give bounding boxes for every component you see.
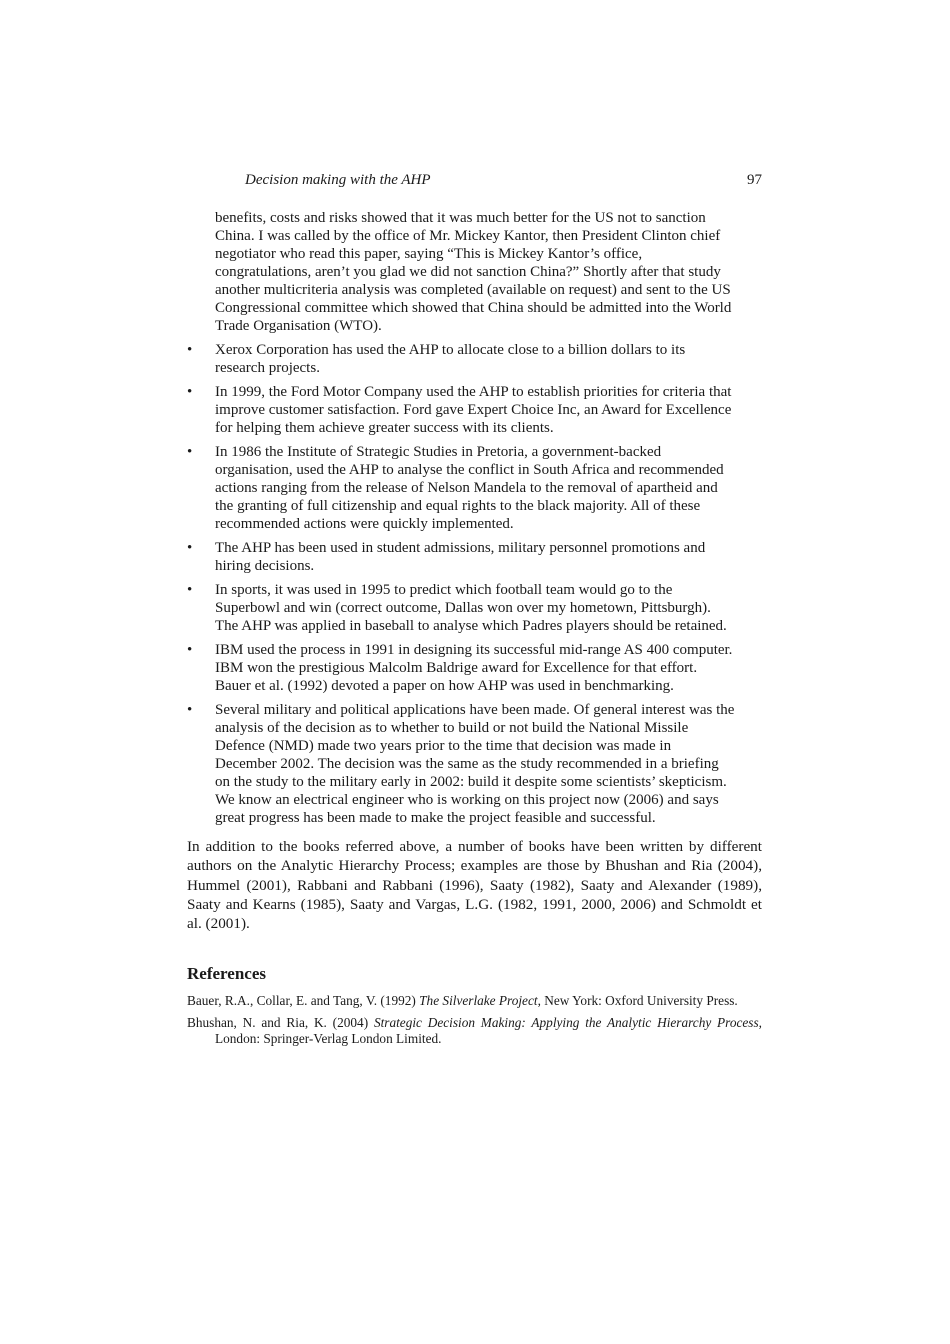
list-item-text: In 1999, the Ford Motor Company used the AHP to establish priorities for criteria that improve customer satisfaction. Ford gave Expert Choice Inc, an Award for Excellence for helping them achieve greater success with its clients. (215, 384, 732, 436)
bullet-marker: • (187, 642, 193, 658)
list-item-text: In 1986 the Institute of Strategic Studies in Pretoria, a government-backed organisation, used the AHP to analyse the conflict in South Africa and recommended actions ranging from the release of Nelson Mandela to the removal of apartheid and the granting of full citizenship and equal rights to the black majority. All of these recommended actions were quickly implemented. (215, 444, 724, 532)
list-item-text: In sports, it was used in 1995 to predict which football team would go to the Superbowl and win (correct outcome, Dallas won over my hometown, Pittsburgh). The AHP was applied in baseball to analyse which Padres players should be retained. (215, 582, 727, 634)
reference-authors: Bauer, R.A., Collar, E. and Tang, V. (1992) (187, 993, 420, 1009)
list-item (187, 443, 735, 533)
bullet-marker: • (187, 582, 193, 598)
reference-entry (187, 993, 762, 1010)
reference-publisher: , London: Springer-Verlag London Limited. (215, 1014, 762, 1047)
list-item-text: The AHP has been used in student admissions, military personnel promotions and hiring decisions. (215, 540, 706, 574)
list-item (187, 641, 735, 695)
list-item-text: IBM used the process in 1991 in designing its successful mid-range AS 400 computer. IBM won the prestigious Malcolm Baldrige award for Excellence for that effort. Bauer et al. (1992) devoted a paper on how AHP was used in benchmarking. (215, 642, 733, 694)
continuation-paragraph: benefits, costs and risks showed that it was much better for the US not to sanction China. I was called by the office of Mr. Mickey Kantor, then President Clinton chief negotiator who read this paper, saying “This is Mickey Kantor’s office, congratulations, aren’t you glad we did not sanction China?” Shortly after that study another multicriteria analysis was completed (available on request) and sent to the US Congressional committee which showed that China should be admitted into the World Trade Organisation (WTO). (215, 210, 732, 334)
closing-paragraph: In addition to the books referred above, a number of books have been written by different authors on the Analytic Hierarchy Process; examples are those by Bhushan and Ria (2004), Hummel (2001), Rabbani and Rabbani (1996), Saaty (1982), Saaty and Alexander (1989), Saaty and Kearns (1985), Saaty and Vargas, L.G. (1982, 1991, 2000, 2006) and Schmoldt et al. (2001). (187, 838, 762, 933)
reference-title: Strategic Decision Making: Applying the Analytic Hierarchy Process (373, 1014, 759, 1030)
bullet-marker: • (187, 702, 193, 718)
reference-authors: Bhushan, N. and Ria, K. (2004) (187, 1014, 374, 1030)
reference-title: The Silverlake Project (419, 993, 538, 1009)
page-body (187, 209, 762, 1053)
list-item (187, 701, 735, 827)
list-item (187, 341, 735, 377)
reference-entry (187, 1015, 762, 1048)
reference-publisher: , New York: Oxford University Press. (537, 993, 738, 1009)
list-item (187, 581, 735, 635)
applications-list (187, 341, 762, 827)
running-title: Decision making with the AHP (245, 172, 431, 188)
running-head (245, 172, 762, 192)
list-item (187, 539, 735, 575)
bullet-marker: • (187, 444, 193, 460)
list-item (187, 383, 735, 437)
bullet-marker: • (187, 384, 193, 400)
page-number: 97 (747, 172, 762, 188)
list-item-text: Several military and political applications have been made. Of general interest was the analysis of the decision as to whether to build or not build the National Missile Defence (NMD) made two years prior to the time that decision was made in December 2002. The decision was the same as the study recommended in a briefing on the study to the military early in 2002: build it despite some scientists’ skepticism. We know an electrical engineer who is working on this project now (2006) and says great progress has been made to make the project feasible and successful. (215, 702, 735, 826)
bullet-marker: • (187, 540, 193, 556)
list-item-text: Xerox Corporation has used the AHP to allocate close to a billion dollars to its research projects. (215, 342, 686, 376)
bullet-marker: • (187, 342, 193, 358)
references-heading: References (187, 964, 266, 984)
